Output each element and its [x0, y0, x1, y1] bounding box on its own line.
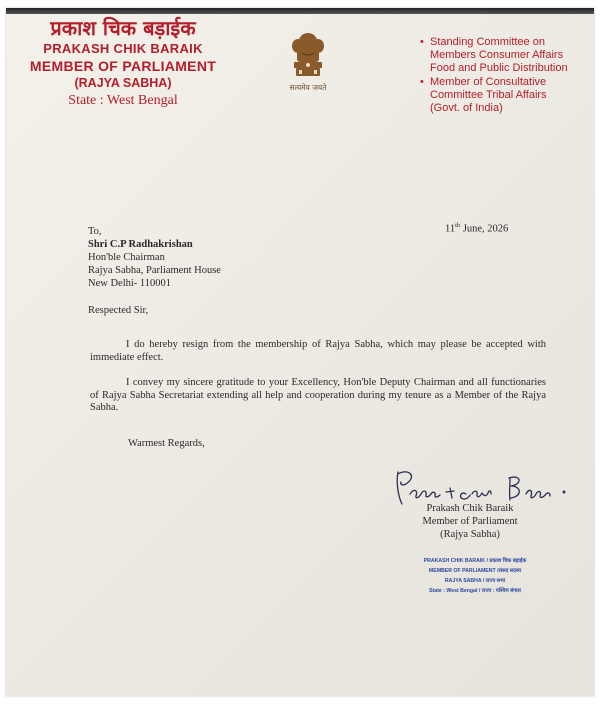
ashoka-emblem-icon: [288, 32, 328, 82]
committee-line: Committee Tribal Affairs: [430, 89, 547, 101]
committee-item: [420, 36, 588, 75]
name-english: PRAKASH CHIK BARAIK: [43, 41, 203, 56]
committee-line: Standing Committee on: [430, 36, 545, 48]
state: State : West Bengal: [68, 93, 178, 108]
committee-line: (Govt. of India): [430, 102, 503, 114]
to-line: To,: [88, 226, 102, 237]
signatory-house: (Rajya Sabha): [440, 529, 500, 540]
signatory-block: [395, 502, 545, 541]
committee-line: Member of Consultative: [430, 76, 547, 88]
stamp-line: RAJYA SABHA / राज्य सभा: [444, 578, 506, 584]
paragraph-resignation: I do hereby resign from the membership of Rajya Sabha, which may please be accepted with immediate effect.: [90, 339, 546, 363]
recipient-name: Shri C.P Radhakrishan: [88, 239, 193, 250]
letter-date: [445, 222, 508, 235]
signatory-name: Prakash Chik Baraik: [426, 503, 514, 514]
stamp-line: MEMBER OF PARLIAMENT /संसद सदस्य: [428, 568, 522, 574]
stamp-line: State : West Bengal / राज्य : पश्चिम बंगाल: [429, 588, 521, 594]
committee-line: Food and Public Distribution: [430, 62, 568, 74]
recipient-address: [88, 225, 221, 290]
name-hindi: प्रकाश चिक बड़ाईक: [50, 16, 196, 40]
bullet-icon: •: [420, 76, 424, 88]
bullet-icon: •: [420, 36, 424, 48]
designation: MEMBER OF PARLIAMENT: [29, 58, 217, 74]
national-emblem: [280, 32, 336, 93]
date-day: 11: [445, 223, 456, 235]
photo-edge-shadow: [6, 8, 594, 14]
recipient-title: Hon'ble Chairman: [88, 252, 165, 263]
closing: Warmest Regards,: [128, 438, 205, 449]
salutation: Respected Sir,: [88, 305, 149, 316]
official-stamp: [390, 556, 560, 596]
date-month-year: June, 2026: [460, 223, 509, 235]
signatory-designation: Member of Parliament: [422, 516, 518, 527]
emblem-motto: सत्यमेव जयते: [289, 83, 327, 92]
letterhead-committees: [420, 36, 588, 116]
date-suffix: th: [455, 222, 461, 229]
committee-line: Members Consumer Affairs: [430, 49, 564, 61]
house: (RAJYA SABHA): [74, 76, 172, 90]
stamp-line: PRAKASH CHIK BARAIK / प्रकाश चिक बड़ाईक: [423, 558, 527, 564]
recipient-address-line: New Delhi- 110001: [88, 278, 172, 289]
committee-item: [420, 76, 588, 115]
letterhead-left: [18, 16, 228, 109]
recipient-address-line: Rajya Sabha, Parliament House: [88, 265, 221, 276]
paragraph-gratitude: I convey my sincere gratitude to your Excellency, Hon'ble Deputy Chairman and all functionaries of Rajya Sabha Secretariat extending all help and cooperation during my tenure as a Member of the Rajya Sabha.: [90, 377, 546, 413]
